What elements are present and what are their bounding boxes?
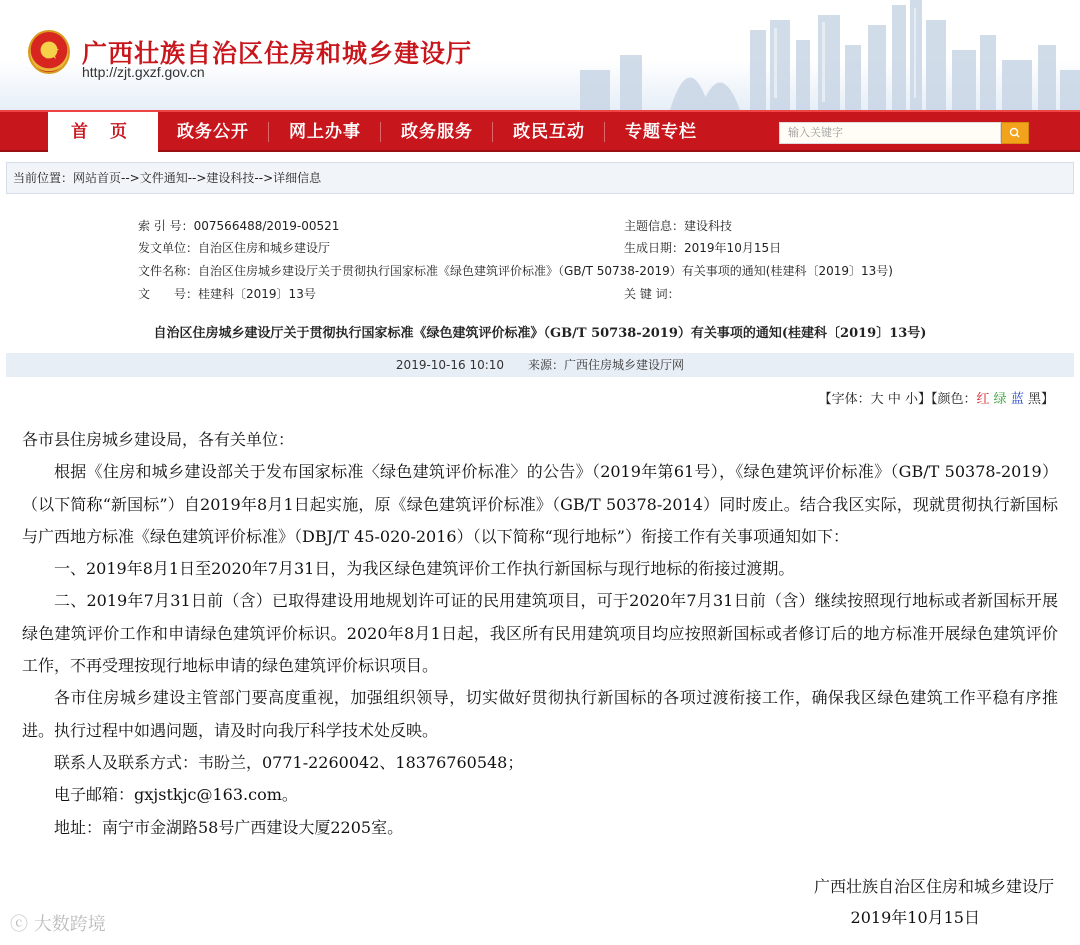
font-ctrl-mid: 】【颜色：	[917, 392, 977, 407]
meta-issuer-value: 自治区住房和城乡建设厅	[198, 241, 331, 255]
meta-issuer-label: 发文单位：	[138, 241, 199, 255]
site-header	[0, 0, 1080, 110]
breadcrumb[interactable]: 当前位置：网站首页-->文件通知-->建设科技-->详细信息	[6, 162, 1074, 194]
font-controls	[819, 388, 1054, 407]
publish-info: 2019-10-16 10:10 来源：广西住房城乡建设厅网	[6, 353, 1074, 377]
paragraph-requirement: 各市住房城乡建设主管部门要高度重视，加强组织领导，切实做好贯彻执行新国标的各项过渡衔接工作，确保我区绿色建筑工作平稳有序推进。执行过程中如遇问题，请及时向我厅科学技术处反映。	[22, 688, 1058, 740]
nav-home[interactable]: 首 页	[48, 112, 158, 152]
paragraph-item-1: 一、2019年8月1日至2020年7月31日，为我区绿色建筑评价工作执行新国标与现行地标的衔接过渡期。	[54, 559, 795, 579]
nav-separator	[604, 122, 605, 142]
nav-separator	[380, 122, 381, 142]
nav-online-services[interactable]: 网上办事	[289, 122, 361, 142]
meta-docno	[138, 285, 316, 302]
paragraph-item-2: 二、2019年7月31日前（含）已取得建设用地规划许可证的民用建筑项目，可于2020年7月31日前（含）继续按照现行地标或者新国标开展绿色建筑评价工作和申请绿色建筑评价标识。2020年8月1日起，我区所有民用建筑项目均应按照新国标或者修订后的地方标准开展绿色建筑评价工作，不再受理按现行地标申请的绿色建筑评价标识项目。	[22, 591, 1058, 676]
nav-separator	[492, 122, 493, 142]
document-title: 自治区住房城乡建设厅关于贯彻执行国家标准《绿色建筑评价标准》（GB/T 50738-2019）有关事项的通知(桂建科〔2019〕13号)	[153, 326, 927, 341]
search-input[interactable]: 输入关键字	[779, 122, 1001, 144]
meta-keyword	[624, 285, 680, 302]
color-black[interactable]: 黑	[1027, 392, 1041, 407]
site-url: http://zjt.gxzf.gov.cn	[82, 64, 205, 80]
meta-keyword-label: 关 键 词：	[624, 287, 680, 301]
watermark-text: 大数跨境	[33, 914, 106, 935]
signature-date: 2019年10月15日	[850, 908, 980, 927]
meta-index-value: 007566488/2019-00521	[193, 219, 340, 233]
nav-government-affairs[interactable]: 政务公开	[177, 122, 249, 142]
meta-topic-value: 建设科技	[684, 219, 733, 233]
email-info: 电子邮箱：gxjstkjc@163.com。	[54, 785, 298, 805]
nav-separator	[268, 122, 269, 142]
city-skyline-illustration	[560, 0, 1080, 110]
nav-government-services[interactable]: 政务服务	[401, 122, 473, 142]
color-green[interactable]: 绿	[993, 392, 1007, 407]
search-button[interactable]	[1001, 122, 1029, 144]
salutation: 各市县住房城乡建设局，各有关单位：	[22, 430, 295, 449]
address-info: 地址：南宁市金湖路58号广西建设大厦2205室。	[54, 817, 404, 837]
meta-topic	[624, 217, 732, 234]
nav-special-topics[interactable]: 专题专栏	[625, 122, 697, 142]
meta-date	[624, 239, 781, 256]
meta-docno-label: 文 号：	[138, 287, 199, 301]
paragraph-intro: 根据《住房和城乡建设部关于发布国家标准〈绿色建筑评价标准〉的公告》（2019年第61号），《绿色建筑评价标准》（GB/T 50378-2019）（以下简称“新国标”）自2019年8月1日起实施，原《绿色建筑评价标准》（GB/T 50378-2014）同时废止。结合我区实际，现就贯彻执行新国标与广西地方标准《绿色建筑评价标准》（DBJ/T 45-020-2016）（以下简称“现行地标”）衔接工作有关事项通知如下：	[22, 462, 1058, 546]
article-body	[22, 424, 1058, 844]
national-emblem-icon	[28, 30, 70, 74]
main-nav	[0, 110, 1080, 152]
font-size-medium[interactable]: 中	[887, 392, 901, 407]
signature-org: 广西壮族自治区住房和城乡建设厅	[813, 877, 1054, 896]
meta-index-label: 索 引 号：	[138, 219, 194, 233]
meta-filename-value: 自治区住房城乡建设厅关于贯彻执行国家标准《绿色建筑评价标准》（GB/T 50738-2019）有关事项的通知(桂建科〔2019〕13号)	[198, 264, 893, 278]
meta-filename	[138, 262, 893, 279]
watermark	[10, 910, 106, 936]
color-blue[interactable]: 蓝	[1010, 392, 1024, 407]
meta-filename-label: 文件名称：	[138, 264, 199, 278]
nav-interaction[interactable]: 政民互动	[513, 122, 585, 142]
watermark-logo-icon: ⓒ	[10, 914, 28, 935]
color-red[interactable]: 红	[976, 392, 990, 407]
font-ctrl-suffix: 】	[1040, 392, 1054, 407]
font-ctrl-prefix: 【字体：	[818, 392, 871, 407]
meta-date-value: 2019年10月15日	[684, 241, 782, 255]
meta-index	[138, 217, 339, 234]
search-icon	[1002, 123, 1028, 143]
meta-date-label: 生成日期：	[624, 241, 685, 255]
meta-docno-value: 桂建科〔2019〕13号	[198, 287, 316, 301]
font-size-small[interactable]: 小	[904, 392, 918, 407]
meta-topic-label: 主题信息：	[624, 219, 685, 233]
meta-issuer	[138, 239, 330, 256]
font-size-large[interactable]: 大	[870, 392, 884, 407]
site-title[interactable]: 广西壮族自治区住房和城乡建设厅	[82, 39, 473, 68]
contact-info: 联系人及联系方式：韦盼兰，0771-2260042、18376760548；	[54, 752, 524, 772]
